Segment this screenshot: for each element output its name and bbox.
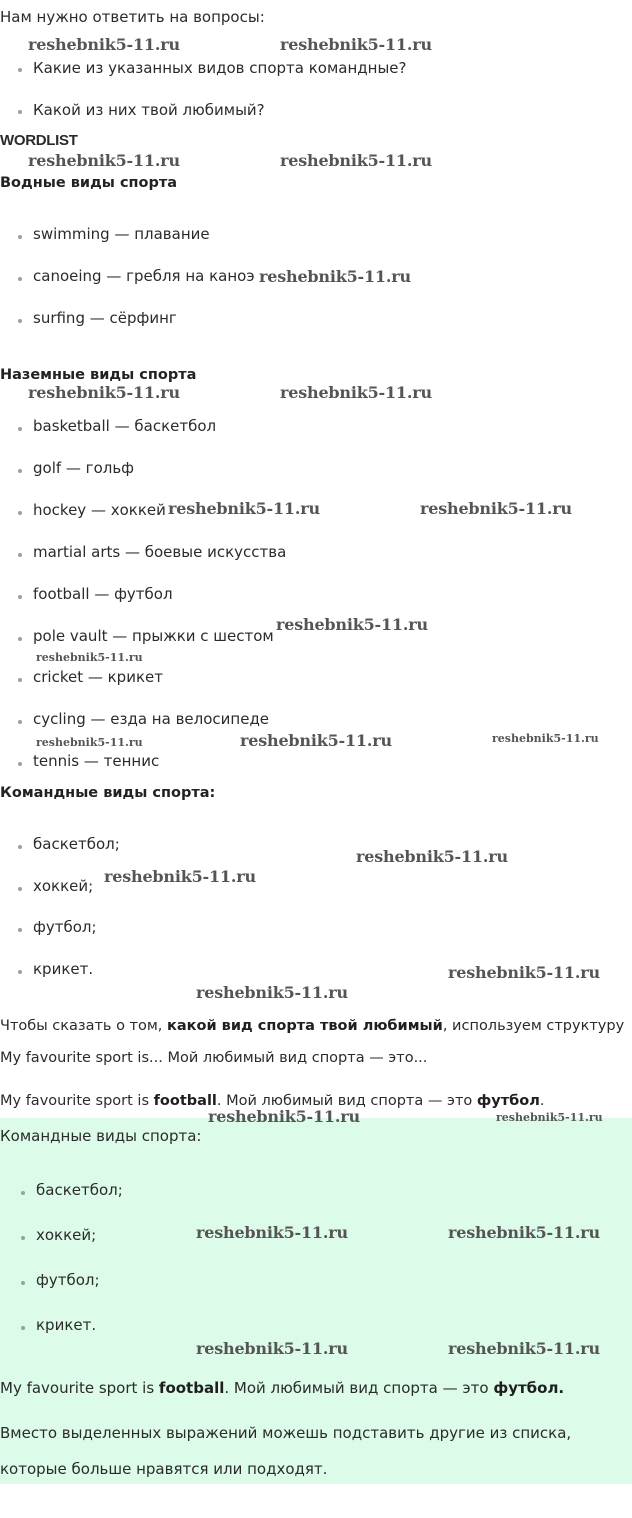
- watermark: reshebnik5-11.ru: [240, 731, 392, 750]
- word-item: cricket — крикет: [33, 668, 163, 686]
- word-item: hockey — хоккей: [33, 501, 166, 519]
- watermark: reshebnik5-11.ru: [496, 1111, 603, 1124]
- structure-text: [0, 1018, 624, 1034]
- bullet: [18, 553, 22, 557]
- word-item: basketball — баскетбол: [33, 417, 217, 435]
- watermark: reshebnik5-11.ru: [420, 499, 572, 518]
- bullet: [21, 1191, 25, 1195]
- text-part: . Мой любимый вид спорта — это: [224, 1379, 494, 1397]
- team-item: крикет.: [33, 960, 94, 978]
- watermark: reshebnik5-11.ru: [280, 151, 432, 170]
- bullet: [21, 1326, 25, 1330]
- watermark: reshebnik5-11.ru: [448, 963, 600, 982]
- answer-example: [0, 1379, 564, 1397]
- word-item: cycling — езда на велосипеде: [33, 710, 270, 728]
- bullet: [18, 720, 22, 724]
- team-item: хоккей;: [33, 877, 94, 895]
- text-part: My favourite sport is: [0, 1379, 159, 1397]
- text-part: . Мой любимый вид спорта — это: [216, 1093, 477, 1109]
- word-item: football — футбол: [33, 585, 173, 603]
- team-sports-heading: Командные виды спорта:: [0, 785, 216, 801]
- bullet: [18, 845, 22, 849]
- watermark: reshebnik5-11.ru: [276, 615, 428, 634]
- bullet: [18, 277, 22, 281]
- bullet: [21, 1281, 25, 1285]
- watermark: reshebnik5-11.ru: [259, 267, 411, 286]
- team-item: футбол;: [33, 918, 97, 936]
- question-1: Какие из указанных видов спорта командные?: [33, 59, 407, 77]
- watermark: reshebnik5-11.ru: [168, 499, 320, 518]
- bullet: [18, 235, 22, 239]
- watermark: reshebnik5-11.ru: [196, 1223, 348, 1242]
- bullet: [18, 68, 22, 72]
- structure-pattern: My favourite sport is... Мой любимый вид спорта — это...: [0, 1050, 428, 1066]
- watermark: reshebnik5-11.ru: [196, 983, 348, 1002]
- watermark: reshebnik5-11.ru: [104, 867, 256, 886]
- bullet: [18, 319, 22, 323]
- watermark: reshebnik5-11.ru: [448, 1339, 600, 1358]
- highlight: футбол.: [493, 1379, 565, 1397]
- watermark: reshebnik5-11.ru: [280, 383, 432, 402]
- bullet: [18, 427, 22, 431]
- watermark: reshebnik5-11.ru: [492, 732, 599, 745]
- watermark: reshebnik5-11.ru: [28, 151, 180, 170]
- answer-item: крикет.: [36, 1316, 97, 1334]
- bullet: [18, 678, 22, 682]
- highlight: football: [153, 1093, 217, 1109]
- answer-note-line2: которые больше нравятся или подходят.: [0, 1460, 328, 1478]
- text-part: My favourite sport is: [0, 1093, 154, 1109]
- answer-item: футбол;: [36, 1271, 100, 1289]
- text-part: Чтобы сказать о том,: [0, 1018, 168, 1034]
- bullet: [18, 469, 22, 473]
- watermark: reshebnik5-11.ru: [36, 736, 143, 749]
- bullet: [18, 637, 22, 641]
- highlight: футбол: [476, 1093, 540, 1109]
- watermark: reshebnik5-11.ru: [28, 383, 180, 402]
- word-item: surfing — сёрфинг: [33, 309, 177, 327]
- word-item: golf — гольф: [33, 459, 134, 477]
- team-item: баскетбол;: [33, 835, 120, 853]
- watermark: reshebnik5-11.ru: [28, 35, 180, 54]
- watermark: reshebnik5-11.ru: [448, 1223, 600, 1242]
- intro-text: Нам нужно ответить на вопросы:: [0, 8, 265, 26]
- bullet: [18, 110, 22, 114]
- bullet: [18, 762, 22, 766]
- answer-item: баскетбол;: [36, 1181, 123, 1199]
- land-sports-heading: Наземные виды спорта: [0, 367, 197, 383]
- word-item: tennis — теннис: [33, 752, 160, 770]
- highlight: football: [158, 1379, 225, 1397]
- watermark: reshebnik5-11.ru: [280, 35, 432, 54]
- answer-item: хоккей;: [36, 1226, 97, 1244]
- bullet: [21, 1236, 25, 1240]
- watermark: reshebnik5-11.ru: [196, 1339, 348, 1358]
- water-sports-heading: Водные виды спорта: [0, 175, 178, 191]
- watermark: reshebnik5-11.ru: [356, 847, 508, 866]
- word-item: swimming — плавание: [33, 225, 210, 243]
- watermark: reshebnik5-11.ru: [208, 1107, 360, 1126]
- bullet: [18, 595, 22, 599]
- text-part: , используем структуру: [442, 1018, 625, 1034]
- bullet: [18, 970, 22, 974]
- bullet: [18, 928, 22, 932]
- bullet: [18, 887, 22, 891]
- question-2: Какой из них твой любимый?: [33, 101, 265, 119]
- wordlist-title: WORDLIST: [0, 132, 78, 149]
- word-item: canoeing — гребля на каноэ: [33, 267, 255, 285]
- answer-heading: Командные виды спорта:: [0, 1127, 202, 1145]
- text-part: .: [539, 1093, 545, 1109]
- highlight: какой вид спорта твой любимый: [167, 1018, 443, 1034]
- word-item: pole vault — прыжки с шестом: [33, 627, 274, 645]
- bullet: [18, 511, 22, 515]
- answer-note-line1: Вместо выделенных выражений можешь подставить другие из списка,: [0, 1424, 572, 1442]
- word-item: martial arts — боевые искусства: [33, 543, 287, 561]
- watermark: reshebnik5-11.ru: [36, 651, 143, 664]
